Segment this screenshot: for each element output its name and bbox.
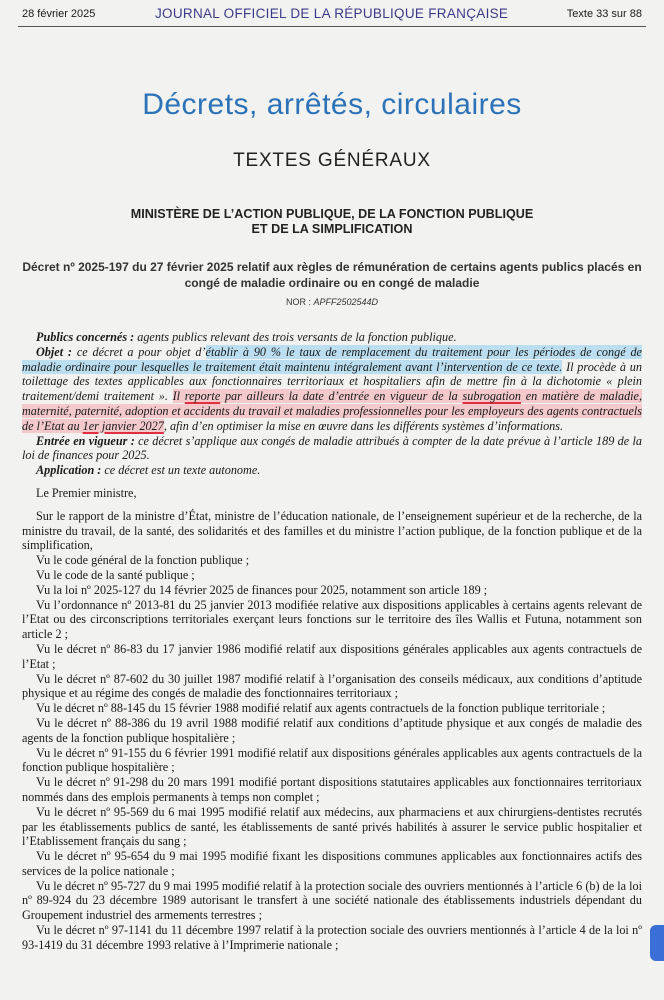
decree-body bbox=[22, 330, 642, 953]
ministry-line-2: ET DE LA SIMPLIFICATION bbox=[251, 222, 413, 236]
text-counter: Texte 33 sur 88 bbox=[566, 8, 642, 20]
ministry-line-1: MINISTÈRE DE L’ACTION PUBLIQUE, DE LA FONCTION PUBLIQUE bbox=[130, 207, 534, 221]
vu-line: Vu le décret nº 95-569 du 6 mai 1995 modifié relatif aux médecins, aux pharmaciens et aux chirurgiens-dentistes recrutés par les établissements publics de santé, les établissements de santé privés habilités à assurer le service public hospitalier et l’Etablissement français du sang ; bbox=[22, 804, 642, 849]
subsection-title: TEXTES GÉNÉRAUX bbox=[233, 150, 431, 171]
underline-subrogation: subrogation bbox=[462, 389, 521, 404]
nor-reference bbox=[0, 297, 664, 307]
underline-date: 1er janvier 2027 bbox=[82, 418, 164, 433]
vu-line: Vu le code de la santé publique ; bbox=[36, 567, 195, 582]
highlight-taux: établir à 90 % le taux de remplacement du traitement pour les périodes de congé de maladie ordinaire pour lesquelles le traitement était maintenu intégralement avant l’intervention de ce texte. bbox=[22, 344, 642, 374]
vu-line: Vu la loi nº 2025-127 du 14 février 2025 de finances pour 2025, notamment son article 189 ; bbox=[36, 582, 488, 597]
vu-line: Vu le décret nº 86-83 du 17 janvier 1986 modifié relatif aux dispositions générales applicables aux agents contractuels de l’Etat ; bbox=[22, 641, 642, 671]
section-title: Décrets, arrêtés, circulaires bbox=[142, 88, 522, 121]
vu-line: Vu le décret nº 95-727 du 9 mai 1995 modifié relatif à la protection sociale des ouvriers mentionnés à l’article 6 (b) de la loi nº 89-924 du 23 décembre 1989 autorisant le transfert à une société nationale des établissements industriels dépendant du Groupement industriel des armements terrestres ; bbox=[22, 878, 642, 923]
vu-line: Vu le décret nº 97-1141 du 11 décembre 1997 relatif à la protection sociale des ouvriers mentionnés à l’article 4 de la loi nº 93-1419 du 31 décembre 1993 relative à l’Imprimerie nationale ; bbox=[22, 923, 642, 952]
notice-application: Application : ce décret est un texte autonome. bbox=[36, 463, 261, 478]
premier-ministre: Le Premier ministre, bbox=[36, 485, 137, 500]
vu-line: Vu le décret nº 88-386 du 19 avril 1988 modifié relatif aux conditions d’aptitude physique et aux congés de maladie des agents de la fonction publique hospitalière ; bbox=[22, 715, 642, 745]
underline-reporte: reporte bbox=[184, 389, 221, 404]
journal-title: JOURNAL OFFICIEL DE LA RÉPUBLIQUE FRANÇAISE bbox=[155, 6, 509, 21]
vu-line: Vu le décret nº 95-654 du 9 mai 1995 modifié fixant les dispositions communes applicables aux fonctionnaires actifs des services de la police nationale ; bbox=[22, 849, 642, 878]
vu-line: Vu le décret nº 91-298 du 20 mars 1991 modifié portant dispositions statutaires applicables aux fonctionnaires territoriaux nommés dans des emplois permanents à temps non complet ; bbox=[22, 775, 642, 804]
vu-line: Vu le décret nº 87-602 du 30 juillet 1987 modifié relatif à l’organisation des conseils médicaux, aux conditions d’aptitude physique et au régime des congés de maladie des fonctionnaires territoriaux ; bbox=[22, 671, 642, 701]
vu-line: Vu le code général de la fonction publique ; bbox=[36, 553, 250, 568]
nor-value: APFF2502544D bbox=[313, 297, 379, 307]
notice-entree: Entrée en vigueur : ce décret s’applique aux congés de maladie attribués à compter de la date prévue à l’article 189 de la loi de finances pour 2025. bbox=[22, 433, 642, 463]
nor-label: NOR : bbox=[285, 297, 311, 307]
ministry-heading bbox=[60, 207, 604, 237]
publication-date: 28 février 2025 bbox=[22, 8, 96, 20]
notice-publics: Publics concernés : agents publics relevant des trois versants de la fonction publique. bbox=[36, 330, 457, 344]
side-share-button[interactable] bbox=[650, 925, 664, 961]
rapport-paragraph: Sur le rapport de la ministre d’État, ministre de l’éducation nationale, de l’enseignement supérieur et de la recherche, de la ministre du travail, de la santé, des solidarités et des familles et du ministre l’action publique, de la fonction publique et de la simplification, bbox=[22, 508, 642, 553]
vu-line: Vu le décret nº 91-155 du 6 février 1991 modifié relatif aux dispositions générales applicables aux agents contractuels de la fonction publique hospitalière ; bbox=[22, 745, 642, 775]
decree-title: Décret nº 2025-197 du 27 février 2025 relatif aux règles de rémunération de certains agents publics placés en congé de maladie ordinaire ou en congé de maladie bbox=[22, 260, 642, 290]
vu-line: Vu l’ordonnance nº 2013-81 du 25 janvier 2013 modifiée relative aux dispositions applicables à certains agents relevant de l’Etat ou des circonscriptions territoriales exerçant leurs fonctions sur le territoire des îles Wallis et Futuna, notamment son article 2 ; bbox=[22, 597, 642, 642]
vu-line: Vu le décret nº 88-145 du 15 février 1988 modifié relatif aux agents contractuels de la fonction publique territoriale ; bbox=[36, 701, 606, 716]
notice-objet: Objet : ce décret a pour objet d’établir à 90 % le taux de remplacement du traitement pour les périodes de congé de maladie ordinaire pour lesquelles le traitement était maintenu intégralement avant l’intervention de ce texte. Il procède à un toilettage des textes applicables aux fonctionnaires territoriaux et hospitaliers afin de mettre fin à la dichotomie « plein traitement/demi traitement ». Il reporte par ailleurs la date d’entrée en vigueur de la subrogation en matière de maladie, maternité, paternité, adoption et accidents du travail et maladies professionnelles pour les employeurs des agents contractuels de l’Etat au 1er janvier 2027, afin d’en optimiser la mise en œuvre dans les différents systèmes d’informations. bbox=[22, 344, 643, 433]
header-rule bbox=[18, 26, 646, 27]
